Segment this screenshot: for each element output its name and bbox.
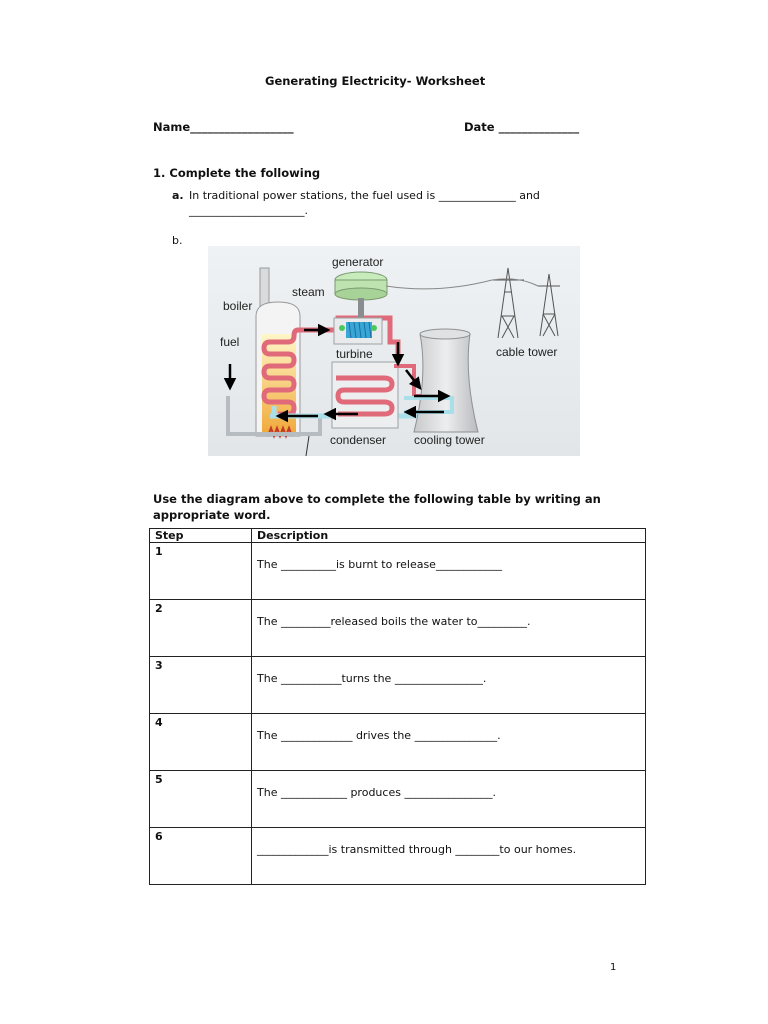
label-steam: steam bbox=[292, 285, 325, 299]
header-step: Step bbox=[150, 529, 252, 543]
step-number: 6 bbox=[150, 828, 252, 885]
label-cable-tower: cable tower bbox=[496, 345, 558, 359]
page-number: 1 bbox=[610, 962, 617, 973]
power-station-diagram bbox=[208, 246, 580, 456]
question-1a-label: a. bbox=[172, 189, 184, 202]
name-field: Name__________________ bbox=[153, 120, 294, 134]
step-number: 3 bbox=[150, 657, 252, 714]
date-field: Date ______________ bbox=[464, 120, 580, 134]
table-row bbox=[150, 657, 646, 714]
question-1-heading: 1. Complete the following bbox=[153, 166, 321, 180]
label-cooling-tower: cooling tower bbox=[414, 433, 485, 447]
label-condenser: condenser bbox=[330, 433, 387, 447]
table-row bbox=[150, 600, 646, 657]
step-description: The __________is burnt to release____________ bbox=[252, 543, 646, 600]
label-generator: generator bbox=[332, 255, 384, 269]
step-number: 4 bbox=[150, 714, 252, 771]
step-description: The _________released boils the water to_________. bbox=[252, 600, 646, 657]
table-row bbox=[150, 543, 646, 600]
table-header-row bbox=[150, 529, 646, 543]
table-row bbox=[150, 771, 646, 828]
question-1a-text-line2: _____________________. bbox=[189, 204, 308, 217]
step-description: The ____________ produces ________________. bbox=[252, 771, 646, 828]
step-number: 2 bbox=[150, 600, 252, 657]
steps-table bbox=[149, 528, 646, 885]
label-boiler: boiler bbox=[223, 299, 253, 313]
table-instructions: Use the diagram above to complete the following table by writing an appropriate word. bbox=[153, 492, 601, 522]
label-turbine: turbine bbox=[336, 347, 373, 361]
question-1b-label: b. bbox=[172, 234, 183, 247]
step-number: 1 bbox=[150, 543, 252, 600]
question-1a-text-line1: In traditional power stations, the fuel used is ______________ and bbox=[189, 189, 540, 202]
step-description: _____________is transmitted through ________to our homes. bbox=[252, 828, 646, 885]
cooling-tower bbox=[414, 330, 478, 432]
worksheet-title: Generating Electricity- Worksheet bbox=[265, 74, 486, 88]
table-row bbox=[150, 714, 646, 771]
step-number: 5 bbox=[150, 771, 252, 828]
turbine bbox=[334, 318, 382, 344]
step-description: The ___________turns the ________________. bbox=[252, 657, 646, 714]
step-description: The _____________ drives the _______________. bbox=[252, 714, 646, 771]
header-description: Description bbox=[252, 529, 646, 543]
table-row bbox=[150, 828, 646, 885]
label-fuel: fuel bbox=[220, 335, 240, 349]
